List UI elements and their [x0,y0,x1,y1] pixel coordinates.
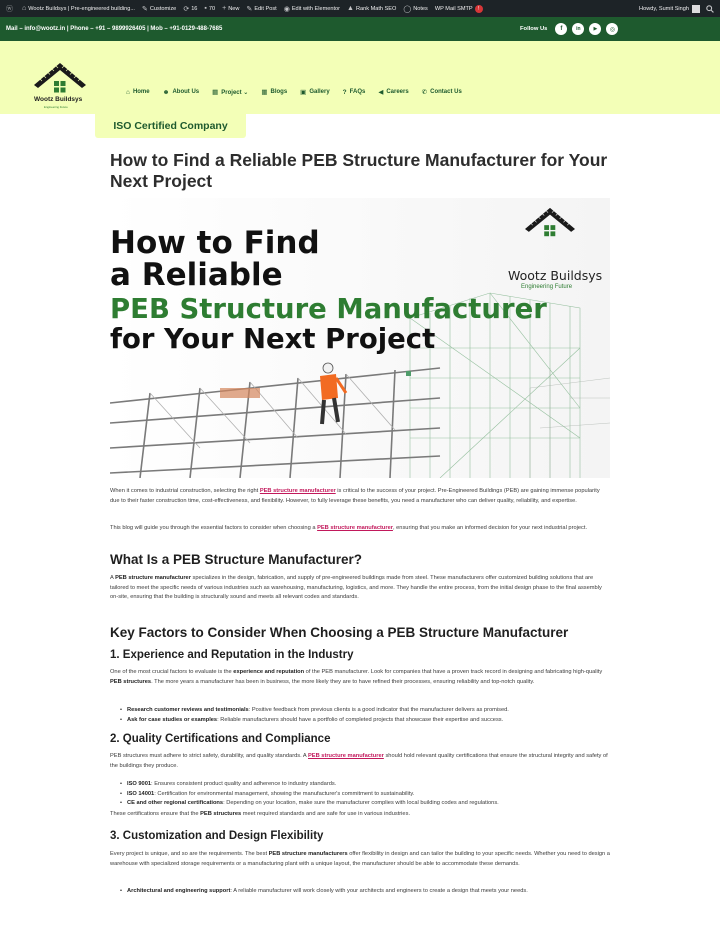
users-icon: ☻ [162,88,170,96]
bold: PEB structures [110,678,152,685]
home-icon: ⌂ [126,88,130,96]
nav-careers[interactable] [378,88,408,96]
nav-label: Contact Us [430,89,462,95]
linkedin-icon[interactable]: in [572,23,584,35]
hero-line-3: PEB Structure Manufacturer [110,293,547,325]
customization-paragraph [110,850,610,869]
peb-manufacturer-link[interactable]: PEB structure manufacturer [317,525,393,531]
main-nav [126,82,475,102]
bold: ISO 14001 [127,790,155,797]
facebook-icon[interactable]: f [555,23,567,35]
hero-logo-icon [510,204,590,254]
certifications-list [120,780,610,809]
avatar [692,5,700,13]
nav-label: About Us [172,89,200,95]
adminbar-notes[interactable] [403,5,427,13]
edit-icon: ✎ [246,5,253,13]
text: meet required standards and are safe for use in various industries. [241,811,411,817]
text: A [110,575,116,581]
text: : Certification for environmental management, showing the manufacturer's commitment to sustainability. [154,790,415,797]
text: : A reliable manufacturer will work closely with your architects and engineers to create a design that meets your needs. [230,888,528,894]
logo-tagline: Engineering Future [44,105,68,109]
adminbar-smtp[interactable] [435,5,483,13]
text: : Reliable manufacturers should have a portfolio of completed projects that showcase their expertise and success. [217,716,504,723]
heading-customization: 3. Customization and Design Flexibility [110,830,324,842]
social-links [520,17,623,41]
adminbar-smtp-label: WP Mail SMTP [434,5,473,12]
text: should hold relevant quality certifications that ensure the structural integrity and safety of the buildings they produce. [110,753,608,769]
adminbar-customize-label: Customize [149,5,177,12]
heading-what-is: What Is a PEB Structure Manufacturer? [110,552,363,567]
smtp-alert-badge: ! [475,5,483,13]
what-is-paragraph [110,574,610,603]
adminbar-elementor[interactable] [284,5,340,13]
text: , ensuring that you make an informed decision for your next industrial project. [392,525,588,531]
adminbar-notes-label: Notes [413,5,428,12]
page-title: How to Find a Reliable PEB Structure Manufacturer for Your Next Project [110,150,608,191]
youtube-icon[interactable]: ▶ [589,23,601,35]
logo-name: Wootz Buildsys [34,96,83,103]
bold: CE and other regional certifications [127,800,224,806]
adminbar-new[interactable] [222,5,239,12]
brush-icon: ✎ [142,5,148,13]
experience-paragraph [110,668,610,687]
nav-blogs[interactable] [261,88,287,96]
nav-about[interactable] [163,89,200,96]
text: Every project is unique, and so are the requirements. The best [110,851,269,857]
bold: PEB structure manufacturer [115,575,191,581]
text: This blog will guide you through the essential factors to consider when choosing a [110,525,318,531]
text: One of the most crucial factors to evaluate is the [110,669,234,675]
elementor-icon: ◉ [283,5,290,13]
list-item [120,790,610,800]
nav-home[interactable] [126,89,150,96]
text: These certifications ensure that the [110,811,201,817]
nav-label: FAQs [349,89,366,95]
heading-certifications: 2. Quality Certifications and Compliance [110,733,331,745]
bold: Architectural and engineering support [127,888,231,894]
adminbar-site[interactable] [22,5,135,12]
adminbar-edit-post[interactable] [246,5,276,13]
nav-contact[interactable] [422,88,462,96]
site-header [0,41,720,114]
list-item [120,716,610,726]
bold: PEB structure manufacturers [268,851,348,857]
list-item [120,706,610,716]
peb-manufacturer-link[interactable]: PEB structure manufacturer [259,488,336,494]
text: : Positive feedback from previous clients is a good indicator that the manufacturer delivers as promised. [248,707,509,713]
question-icon: ? [342,88,347,96]
adminbar-edit-post-label: Edit Post [254,5,277,12]
wootz-logo-icon[interactable] [30,59,90,111]
wp-admin-bar [0,0,720,17]
nav-label: Careers [386,89,409,95]
text: : Depending on your location, make sure the manufacturer complies with local building codes and regulations. [223,800,499,806]
adminbar-wordpress[interactable] [6,4,15,14]
bold: experience and reputation [233,669,305,675]
iso-certified-badge: ISO Certified Company [95,114,246,138]
image-icon: ▣ [300,89,307,96]
adminbar-search[interactable] [706,5,714,13]
hero-line-1: How to Find [110,225,320,261]
certifications-summary [110,810,610,820]
nav-label: Project ⌄ [221,89,249,96]
nav-gallery[interactable] [300,88,330,96]
adminbar-updates[interactable] [183,5,197,13]
text: is critical to the success of your project. Pre-Engineered Buildings (PEB) are gaining immense popularity due to their faster construction time, cost-effectiveness, and flexibility. However, to fully leverage these benefits, you need a manufacturer who can deliver quality, reliability, and expertise. [110,488,600,504]
hero-line-2: a Reliable [110,257,283,293]
customization-list [120,887,610,897]
text: : Ensures consistent product quality and adherence to industry standards. [151,781,337,787]
peb-manufacturer-link[interactable]: PEB structure manufacturer [308,753,384,759]
text: of the PEB manufacturer. Look for companies that have a proven track record in designing and fabricating high-quality [304,669,603,675]
bold: PEB structures [200,811,242,817]
experience-list [120,706,610,725]
nav-faqs[interactable] [343,89,366,96]
adminbar-account[interactable] [639,5,700,13]
list-item [120,799,610,809]
hero-image [110,198,610,478]
plus-icon: + [222,5,227,12]
bold: Research customer reviews and testimonials [127,707,249,713]
hero-brand-tag: Engineering Future [521,284,573,290]
adminbar-customize[interactable] [142,5,176,13]
text: . The more years a manufacturer has been in business, the more likely they are to have refined their processes, ensuring reliability and top-notch quality. [151,678,535,685]
bold: ISO 9001 [127,781,152,787]
contact-bar [0,17,720,41]
list-item [120,887,610,897]
updates-icon: ⟳ [183,5,190,13]
comments-icon: ▪ [204,5,207,12]
megaphone-icon: ◀ [378,89,384,96]
hero-line-4: for Your Next Project [110,323,436,355]
search-icon [706,5,714,13]
adminbar-rankmath[interactable] [347,5,396,12]
follow-us-label: Follow Us [520,26,548,32]
text: PEB structures must adhere to strict safety, durability, and quality standards. A [110,753,308,759]
nav-label: Home [132,89,150,95]
adminbar-comments[interactable] [204,5,215,12]
wordpress-icon: ⓦ [6,5,13,13]
intro-paragraph-2 [110,524,610,534]
adminbar-new-label: New [228,5,240,12]
heading-experience: 1. Experience and Reputation in the Industry [110,649,354,661]
howdy-label: Howdy, Sumit Singh [639,5,689,12]
adminbar-rankmath-label: Rank Math SEO [355,5,397,12]
bold: Ask for case studies or examples [127,716,218,723]
heading-key-factors: Key Factors to Consider When Choosing a PEB Structure Manufacturer [110,625,569,640]
nav-label: Blogs [270,89,288,95]
adminbar-comments-count: 70 [208,5,216,12]
text: offer flexibility in design and can tailor the building to your specific needs. Whether you need to design a warehouse with specialized storage requirements or a manufacturing plant with a unique layout, the manufacturer should be able to accommodate these demands. [110,851,610,867]
phone-icon: ✆ [421,89,428,96]
home-icon: ⌂ [22,5,27,12]
list-item [120,780,610,790]
rankmath-icon: ▲ [347,5,354,12]
certifications-paragraph [110,752,610,771]
nav-project[interactable] [212,88,248,96]
intro-paragraph-1 [110,487,610,506]
nav-label: Gallery [309,89,330,95]
grid-icon: ▦ [261,89,268,96]
adminbar-updates-count: 16 [191,5,198,12]
adminbar-elementor-label: Edit with Elementor [291,5,341,12]
text: When it comes to industrial construction, selecting the right [110,488,260,494]
adminbar-site-label: Wootz Buildsys | Pre-engineered building... [28,5,135,12]
building-icon: ▦ [212,89,219,96]
contact-info: Mail – info@wootz.in | Phone – +91 – 9899926405 | Mob – +91-0129-488-7685 [6,26,223,32]
hero-brand: Wootz Buildsys [508,268,603,283]
text: specializes in the design, fabrication, and supply of pre-engineered buildings made from steel. These manufacturers offer customized building solutions that are tailored to meet the specific needs of various industries such as warehousing, manufacturing, logistics, and more. They handle the entire process, from the initial design phase to the final assembly on-site, ensuring that the building is structurally sound and meets all relevant codes and standards. [110,575,602,600]
notes-icon: ◯ [403,5,412,13]
instagram-icon[interactable]: ◎ [606,23,618,35]
